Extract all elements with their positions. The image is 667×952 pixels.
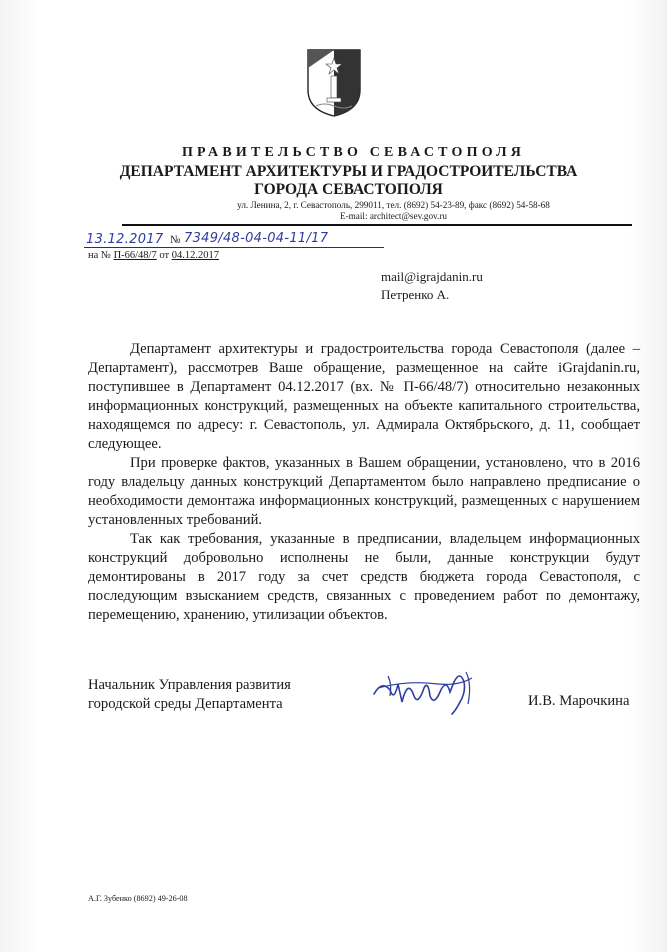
body-paragraph-3: Так как требования, указанные в предписании, владельцем информационных конструкций добровольно исполнены не были, данные конструкции будут демонтированы в 2017 году за счет средств бюджета города Севастополя, с последующим взысканием средств, связанных с проведением работ по демонтажу, перемещению, хранению, утилизации объектов.	[88, 531, 640, 623]
department-title-line1: ДЕПАРТАМЕНТ АРХИТЕКТУРЫ И ГРАДОСТРОИТЕЛЬСТВА	[119, 163, 578, 180]
ref-number: П-66/48/7	[113, 250, 157, 261]
department-address: ул. Ленина, 2, г. Севастополь, 299011, тел. (8692) 54-23-89, факс (8692) 54-58-68	[237, 200, 550, 210]
handwritten-signature-icon	[368, 662, 488, 720]
signatory-title-line2: городской среды Департамента	[88, 696, 283, 712]
sevastopol-coat-of-arms-icon	[306, 48, 362, 118]
ref-from: от	[159, 250, 170, 261]
body-paragraph-1: Департамент архитектуры и градостроительства города Севастополя (далее – Департамент), рассмотрев Ваше обращение, размещенное на сайте iGrajdanin.ru, поступившее в Департамент 04.12.2017 (вх. № П-66/48/7) относительно незаконных информационных конструкций, размещенных на объекте капитального строительства, находящемся по адресу: г. Севастополь, ул. Адмирала Октябрьского, д. 11, сообщает следующее.	[88, 341, 640, 452]
ref-prefix: на №	[88, 250, 111, 261]
department-email: E-mail: architect@sev.gov.ru	[339, 211, 447, 221]
signatory-name: И.В. Марочкина	[528, 693, 630, 709]
outgoing-date-handwritten: 13.12.2017	[86, 232, 164, 247]
signatory-title-line1: Начальник Управления развития	[88, 677, 291, 693]
body-paragraph-2: При проверке фактов, указанных в Вашем обращении, установлено, что в 2016 году владельцу данных конструкций Департаментом было направлено предписание о необходимости демонтажа информационных конструкций, размещенных с нарушением установленных требований.	[88, 455, 640, 528]
letterhead-divider	[122, 224, 632, 226]
department-title-line2: ГОРОДА СЕВАСТОПОЛЯ	[254, 181, 443, 198]
outgoing-underline	[84, 247, 384, 248]
recipient-email: mail@igrajdanin.ru	[381, 269, 483, 284]
outgoing-number-handwritten: 7349/48-04-04-11/17	[184, 231, 329, 246]
reference-line	[88, 250, 219, 261]
executor-contact: А.Г. Зубенко (8692) 49-26-08	[88, 894, 188, 903]
signatory-title	[88, 676, 291, 714]
recipient-name: Петренко А.	[381, 287, 450, 302]
ref-date: 04.12.2017	[171, 250, 219, 261]
number-symbol: №	[170, 234, 181, 246]
letter-body	[88, 340, 640, 625]
government-title: ПРАВИТЕЛЬСТВО СЕВАСТОПОЛЯ	[181, 145, 526, 160]
